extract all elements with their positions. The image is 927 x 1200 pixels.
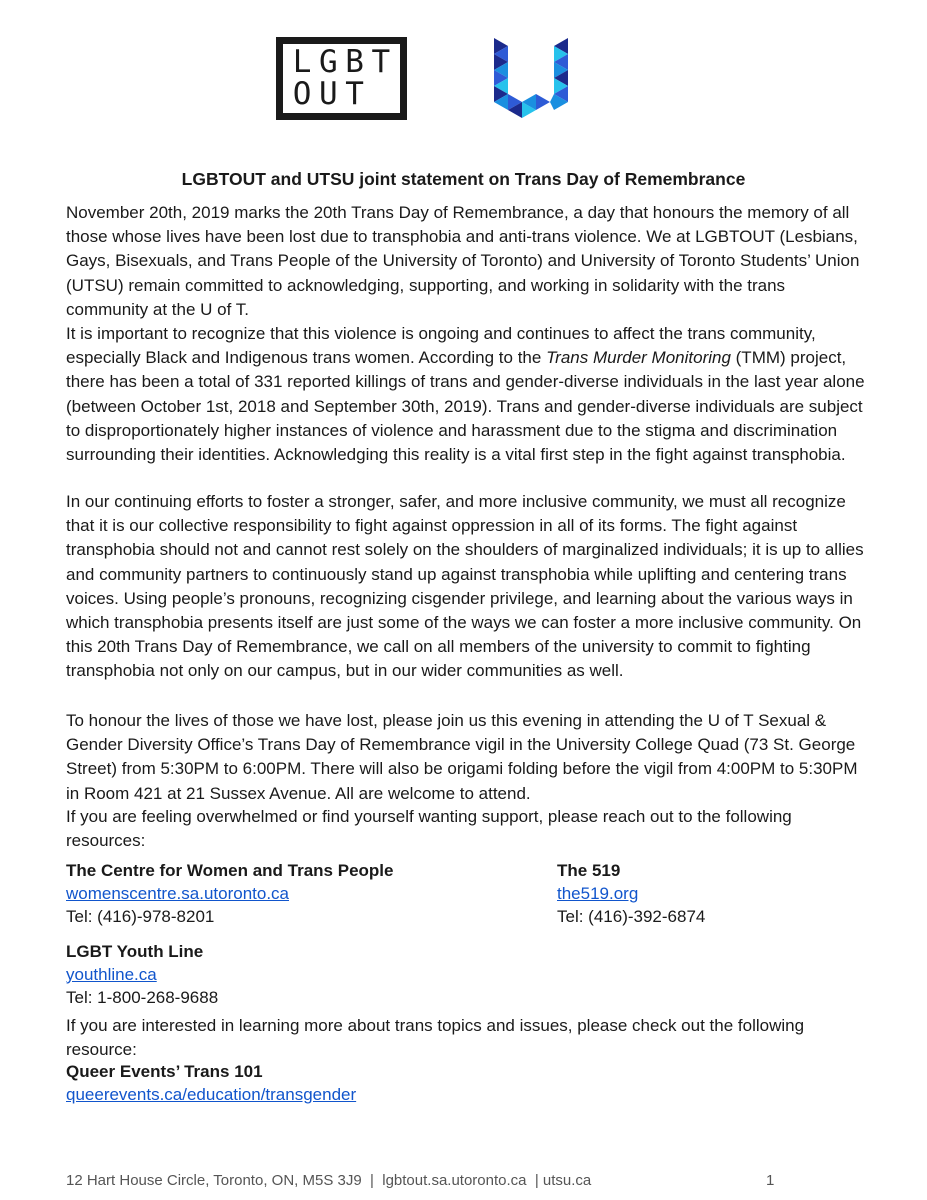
- page-number: 1: [766, 1172, 775, 1189]
- logo-letter: U: [319, 76, 338, 113]
- paragraph-text: It is important to recognize that this violence is ongoing and continues to affect the trans community, especially Black and Indigenous trans women. According to the: [66, 324, 816, 368]
- logo-letter: T: [345, 76, 364, 113]
- paragraph-learning: If you are interested in learning more about trans topics and issues, please check out the following resource:: [66, 1016, 805, 1060]
- paragraph-efforts: In our continuing efforts to foster a stronger, safer, and more inclusive community, we must all recognize that it is our collective responsibility to fight against oppression in all of its forms. The fight against transphobia should not and cannot rest solely on the shoulders of marginalized individuals; it is up to allies and community partners to continuously stand up against transphobia while uplifting and centering trans voices. Using people’s pronouns, recognizing cisgender privilege, and learning about the various ways in which transphobia presents itself are just some of the ways we can foster a more inclusive community. On this 20th Trans Day of Remembrance, we call on all members of the university to commit to fighting transphobia not only on our campus, but in our wider communities as well.: [66, 492, 864, 681]
- resource-name: The 519: [557, 861, 621, 880]
- resource-name: LGBT Youth Line: [66, 942, 204, 961]
- paragraph-vigil: To honour the lives of those we have lost, please join us this evening in attending the U of T Sexual & Gender Diversity Office’s Trans Day of Remembrance vigil in the University College Quad (73 St. George Street) from 5:30PM to 6:00PM. There will also be origami folding before the vigil from 4:00PM to 5:30PM in Room 421 at 21 Sussex Avenue. All are welcome to attend.: [66, 711, 858, 803]
- logo-letter: T: [371, 43, 391, 80]
- logo-letter: L: [292, 43, 312, 80]
- utsu-logo: [494, 38, 568, 120]
- resource-the-519: [557, 859, 705, 928]
- logo-letter: O: [292, 76, 312, 113]
- resource-womens-centre: [66, 859, 393, 928]
- resource-link[interactable]: youthline.ca: [66, 965, 157, 984]
- lgbtout-logo: [276, 37, 407, 120]
- resource-trans-101: [66, 1060, 356, 1106]
- logo-letter: B: [345, 43, 364, 80]
- resource-tel: Tel: 1-800-268-9688: [66, 988, 219, 1007]
- paragraph-violence: [66, 322, 866, 467]
- paragraph-support: If you are feeling overwhelmed or find yourself wanting support, please reach out to the following resources:: [66, 807, 792, 851]
- footer-address: 12 Hart House Circle, Toronto, ON, M5S 3J9 | lgbtout.sa.utoronto.ca | utsu.ca: [66, 1172, 592, 1189]
- resource-link[interactable]: queerevents.ca/education/transgender: [66, 1085, 357, 1104]
- resource-link[interactable]: womenscentre.sa.utoronto.ca: [66, 884, 290, 903]
- tmm-italic: Trans Murder Monitoring: [546, 348, 731, 368]
- resource-tel: Tel: (416)-392-6874: [557, 907, 706, 926]
- paragraph-text: (TMM) project, there has been a total of 331 reported killings of trans and gender-diverse individuals in the last year alone (between October 1st, 2018 and September 30th, 2019). Trans and gender-diverse individuals are subject to disproportionately higher instances of violence and harassment due to the stigma and discrimination surrounding their identities. Acknowledging this reality is a vital first step in the fight against transphobia.: [66, 348, 865, 465]
- resource-name: Queer Events’ Trans 101: [66, 1062, 263, 1081]
- logo-letter: G: [319, 43, 338, 80]
- utsu-triangle: [536, 94, 550, 110]
- resource-name: The Centre for Women and Trans People: [66, 861, 394, 880]
- resource-tel: Tel: (416)-978-8201: [66, 907, 215, 926]
- paragraph-intro: November 20th, 2019 marks the 20th Trans Day of Remembrance, a day that honours the memory of all those whose lives have been lost due to transphobia and anti-trans violence. We at LGBTOUT (Lesbians, Gays, Bisexuals, and Trans People of the University of Toronto) and University of Toronto Students’ Union (UTSU) remain committed to acknowledging, supporting, and working in solidarity with the trans community at the U of T.: [66, 203, 860, 319]
- resource-youth-line: [66, 940, 218, 1009]
- resource-link[interactable]: the519.org: [557, 884, 639, 903]
- page-title: LGBTOUT and UTSU joint statement on Trans Day of Remembrance: [181, 169, 746, 189]
